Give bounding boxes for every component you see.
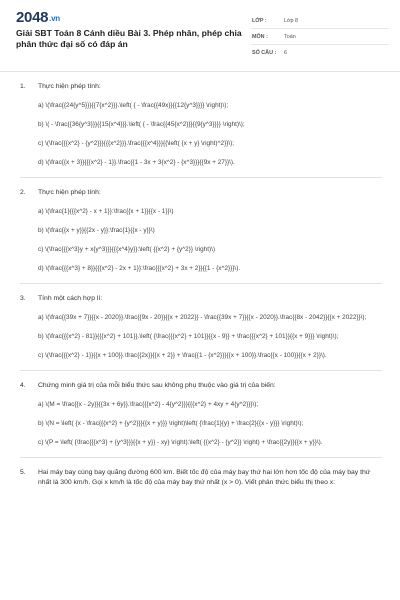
meta-key: LỚP : xyxy=(252,17,267,24)
question-2 xyxy=(20,178,382,284)
question-number: 5. xyxy=(20,469,26,476)
question-item: b) \(\frac{{x + y}}{{2x - y}}:\frac{1}{{x - y}}\) xyxy=(38,227,155,234)
logo-suffix: .vn xyxy=(49,14,60,23)
question-text: Hai máy bay cùng bay quãng đường 600 km. Biết tốc độ của máy bay thứ hai lớn hơn tốc độ của máy bay thứ nhất là 300 km/h. Gọi x km/h là tốc độ của máy bay thứ nhất (x > 0). Viết phân thức biểu thị theo x: xyxy=(38,469,371,486)
question-header xyxy=(20,188,382,198)
meta-value: Toán xyxy=(284,33,296,40)
question-text: Chứng minh giá trị của mỗi biểu thức sau không phụ thuộc vào giá trị của biến: xyxy=(38,382,276,389)
question-item: d) \(\frac{{x + 3}}{{{x^2} - 1}}.\frac{{1 - 3x + 3{x^2} - {x^3}}}{{9x + 27}}\). xyxy=(38,159,235,166)
meta-value: 6 xyxy=(284,50,287,56)
question-text: Thực hiện phép tính: xyxy=(38,189,101,196)
question-item: c) \(\frac{{{x^3}y + x{y^3}}}{{{x^4}y}}:\left( {{x^2} + {y^2}} \right)\) xyxy=(38,246,216,253)
question-header xyxy=(20,82,382,92)
question-4 xyxy=(20,371,382,458)
question-item: c) \(\frac{{{x^2} - {y^2}}}{{{x^2}}}.\frac{{{x^4}}}{{\left( {x + y} \right)^2}}\); xyxy=(38,140,235,147)
meta-key: SỐ CÂU : xyxy=(252,50,277,56)
question-1 xyxy=(20,72,382,178)
question-number: 1. xyxy=(20,83,26,90)
question-3 xyxy=(20,284,382,371)
question-text: Thực hiện phép tính: xyxy=(38,83,101,90)
meta-table xyxy=(252,13,388,61)
question-item: b) \( - \frac{{36{y^3}}}{{15{x^4}}}.\left( { - \frac{{45{x^2}}}{{9{y^3}}}} \right)\); xyxy=(38,121,245,128)
page-header xyxy=(0,0,400,72)
meta-row-grade xyxy=(252,13,388,29)
question-item: d) \(\frac{{{x^3} + 8}}{{{x^2} - 2x + 1}}:\frac{{{x^2} + 3x + 2}}{{1 - {x^2}}}\). xyxy=(38,265,241,272)
question-item: a) \(M = \frac{{x - 2y}}{{3x + 6y}}.\frac{{{x^2} - 4{y^2}}}{{{x^2} + 4xy + 4{y^2}}}\); xyxy=(38,401,259,408)
question-number: 3. xyxy=(20,295,26,302)
meta-key: MÔN : xyxy=(252,33,268,40)
question-item: b) \(\frac{{{x^2} - 81}}{{{x^2} + 101}}.\left( {\frac{{{x^2} + 101}}{{x - 9}} + \frac{{{x^2} + 101}}{{x + 9}}} \right)\); xyxy=(38,333,339,340)
question-header xyxy=(20,468,382,488)
site-logo[interactable] xyxy=(16,9,60,26)
meta-value: Lớp 8 xyxy=(284,17,299,24)
question-number: 2. xyxy=(20,189,26,196)
question-list xyxy=(0,72,400,497)
question-item: a) \(\frac{{39x + 7}}{{x - 2020}}.\frac{{9x - 20}}{{x + 2022}} - \frac{{39x + 7}}{{x - 2020}}.\frac{{8x - 2042}}{{x + 2022}}\); xyxy=(38,314,367,321)
question-text: Tính một cách hợp lí: xyxy=(38,295,103,302)
question-item: c) \(P = \left( {\frac{{{x^3} + {y^3}}}{{x + y}} - xy} \right):\left( {{x^2} - {y^2}} \right) + \frac{{2y}}{{x + y}}\). xyxy=(38,439,323,446)
question-item: a) \(\frac{{24{y^5}}}{{7{x^2}}}.\left( { - \frac{{49x}}{{12{y^3}}}} \right)\); xyxy=(38,102,229,109)
logo-text: 2048 xyxy=(16,9,49,26)
question-item: b) \(N = \left( {x - \frac{{{x^2} + {y^2}}}{{x + y}}} \right)\left( {\frac{1}{y} + \frac{2}{{x - y}}} \right)\); xyxy=(38,420,304,427)
question-number: 4. xyxy=(20,382,26,389)
question-header xyxy=(20,381,382,391)
page-title: Giải SBT Toán 8 Cánh diều Bài 3. Phép nhân, phép chia phân thức đại số có đáp án xyxy=(16,28,242,49)
question-5 xyxy=(20,458,382,497)
question-item: c) \(\frac{{{x^2} - 1}}{{x + 100}}.\frac{{2x}}{{x + 2}} + \frac{{1 - {x^2}}}{{x + 100}}.\frac{{x - 100}}{{x + 2}}\). xyxy=(38,352,327,359)
question-item: a) \(\frac{1}{{{x^2} - x + 1}}:\frac{{x + 1}}{{x - 1}}\) xyxy=(38,208,174,215)
question-header xyxy=(20,294,382,304)
meta-row-subject xyxy=(252,29,388,45)
meta-row-count xyxy=(252,45,388,61)
